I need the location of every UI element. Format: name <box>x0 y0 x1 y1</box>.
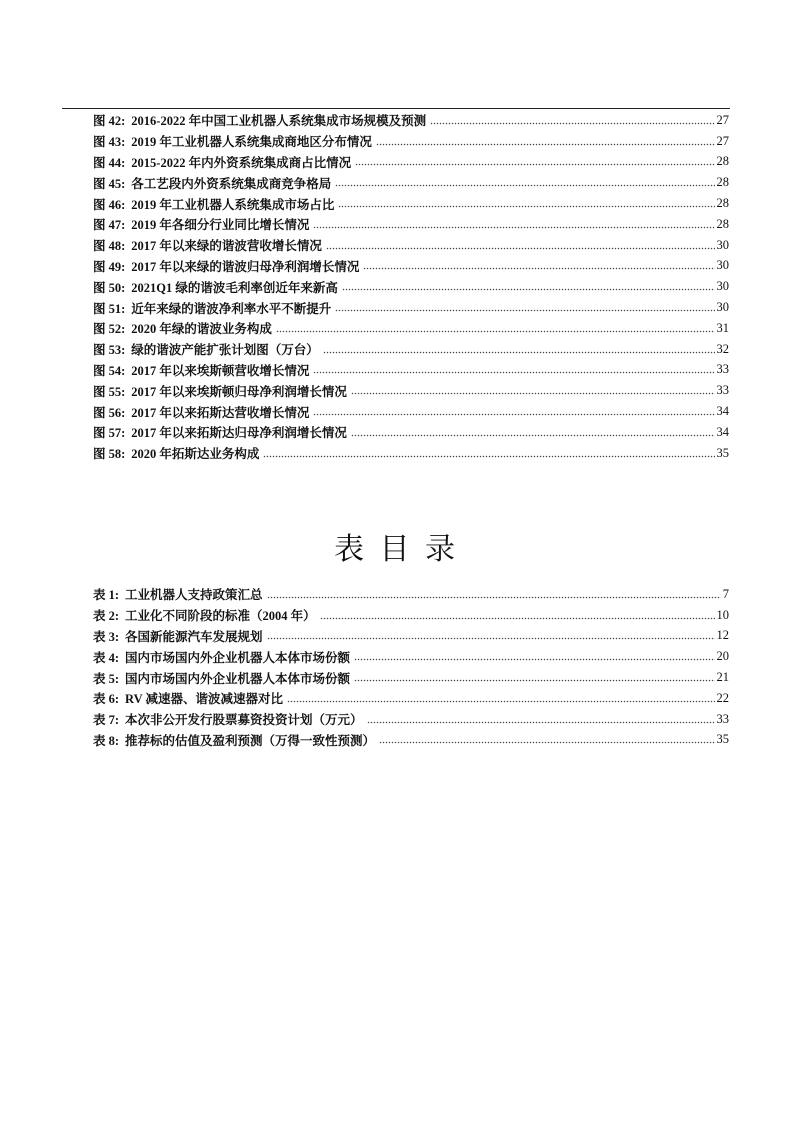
entry-label: 图 54: <box>93 363 126 378</box>
entry-label: 图 42: <box>93 114 126 129</box>
entry-page: 30 <box>716 279 729 294</box>
entry-label: 图 51: <box>93 301 126 316</box>
table-entry[interactable] <box>93 667 729 688</box>
entry-title: 近年来绿的谐波净利率水平不断提升 <box>131 301 332 316</box>
entry-title: 国内市场国内外企业机器人本体市场份额 <box>125 650 351 665</box>
entry-title: 2019 年工业机器人系统集成商地区分布情况 <box>131 135 372 150</box>
entry-label: 图 52: <box>93 322 126 337</box>
entry-title: 本次非公开发行股票募资投资计划（万元） <box>125 713 363 728</box>
entry-page: 28 <box>716 216 729 231</box>
dot-leader <box>313 413 714 416</box>
figure-entry[interactable] <box>93 276 729 297</box>
figure-entry[interactable] <box>93 256 729 277</box>
entry-label: 图 53: <box>93 343 126 358</box>
entry-page: 21 <box>716 670 729 685</box>
entry-label: 表 6: <box>93 692 120 707</box>
dot-leader <box>367 721 715 724</box>
figure-entry[interactable] <box>93 422 729 443</box>
dot-leader <box>267 637 715 640</box>
entry-title: 2020 年拓斯达业务构成 <box>131 447 260 462</box>
entry-title: 2017 年以来绿的谐波营收增长情况 <box>131 239 322 254</box>
dot-leader <box>323 351 715 354</box>
entry-label: 图 47: <box>93 218 126 233</box>
entry-label: 图 48: <box>93 239 126 254</box>
entry-label: 表 1: <box>93 588 120 603</box>
dot-leader <box>313 226 714 229</box>
figure-list <box>93 110 729 464</box>
entry-label: 表 4: <box>93 650 120 665</box>
figure-entry[interactable] <box>93 214 729 235</box>
header-rule <box>62 108 730 109</box>
entry-title: 绿的谐波产能扩张计划图（万台） <box>131 343 319 358</box>
entry-label: 表 5: <box>93 671 120 686</box>
dot-leader <box>313 371 714 374</box>
dot-leader <box>351 434 715 437</box>
dot-leader <box>338 205 714 208</box>
entry-page: 30 <box>716 300 729 315</box>
figure-entry[interactable] <box>93 152 729 173</box>
entry-label: 表 2: <box>93 609 120 624</box>
entry-title: 2017 年以来拓斯达营收增长情况 <box>131 405 310 420</box>
figure-entry[interactable] <box>93 339 729 360</box>
entry-page: 34 <box>716 424 729 439</box>
entry-label: 图 46: <box>93 197 126 212</box>
dot-leader <box>355 163 714 166</box>
entry-title: 推荐标的估值及盈利预测（万得一致性预测） <box>125 733 376 748</box>
entry-page: 12 <box>716 628 729 643</box>
dot-leader <box>320 617 715 620</box>
entry-title: 2016-2022 年中国工业机器人系统集成市场规模及预测 <box>131 114 427 129</box>
entry-page: 28 <box>716 196 729 211</box>
dot-leader <box>276 330 715 333</box>
dot-leader <box>430 122 714 125</box>
table-entry[interactable] <box>93 626 729 647</box>
figure-entry[interactable] <box>93 401 729 422</box>
figure-entry[interactable] <box>93 360 729 381</box>
entry-page: 34 <box>716 404 729 419</box>
table-entry[interactable] <box>93 646 729 667</box>
entry-page: 28 <box>716 154 729 169</box>
figure-entry[interactable] <box>93 443 729 464</box>
entry-page: 35 <box>716 445 729 460</box>
dot-leader <box>267 596 721 599</box>
entry-label: 图 49: <box>93 259 126 274</box>
entry-title: 国内市场国内外企业机器人本体市场份额 <box>125 671 351 686</box>
figure-entry[interactable] <box>93 297 729 318</box>
entry-title: 工业机器人支持政策汇总 <box>125 588 263 603</box>
entry-page: 22 <box>716 690 729 705</box>
dot-leader <box>287 700 714 703</box>
dot-leader <box>335 184 714 187</box>
entry-title: 2015-2022 年内外资系统集成商占比情况 <box>131 155 352 170</box>
entry-title: 各工艺段内外资系统集成商竞争格局 <box>131 176 332 191</box>
table-entry[interactable] <box>93 730 729 751</box>
entry-label: 图 56: <box>93 405 126 420</box>
entry-label: 图 45: <box>93 176 126 191</box>
entry-label: 表 7: <box>93 713 120 728</box>
table-list <box>93 584 729 750</box>
entry-title: RV 减速器、谐波减速器对比 <box>125 692 284 707</box>
dot-leader <box>326 247 715 250</box>
figure-entry[interactable] <box>93 318 729 339</box>
entry-label: 图 43: <box>93 135 126 150</box>
entry-page: 30 <box>716 258 729 273</box>
entry-page: 30 <box>716 237 729 252</box>
entry-label: 图 50: <box>93 280 126 295</box>
entry-page: 27 <box>716 133 729 148</box>
figure-entry[interactable] <box>93 380 729 401</box>
entry-label: 图 57: <box>93 426 126 441</box>
entry-page: 7 <box>722 586 729 601</box>
entry-page: 28 <box>716 175 729 190</box>
figure-entry[interactable] <box>93 131 729 152</box>
table-entry[interactable] <box>93 709 729 730</box>
entry-label: 表 3: <box>93 629 120 644</box>
entry-page: 20 <box>716 649 729 664</box>
entry-page: 33 <box>716 362 729 377</box>
entry-title: 工业化不同阶段的标准（2004 年） <box>125 609 316 624</box>
entry-page: 35 <box>716 732 729 747</box>
entry-page: 10 <box>716 607 729 622</box>
entry-page: 33 <box>716 383 729 398</box>
entry-title: 各国新能源汽车发展规划 <box>125 629 263 644</box>
table-entry[interactable] <box>93 688 729 709</box>
entry-title: 2017 年以来埃斯顿归母净利润增长情况 <box>131 384 347 399</box>
dot-leader <box>363 267 714 270</box>
entry-title: 2017 年以来拓斯达归母净利润增长情况 <box>131 426 347 441</box>
dot-leader <box>342 288 715 291</box>
figure-entry[interactable] <box>93 110 729 131</box>
entry-title: 2019 年工业机器人系统集成市场占比 <box>131 197 335 212</box>
entry-page: 27 <box>716 112 729 127</box>
entry-page: 31 <box>716 320 729 335</box>
tables-heading: 表 目 录 <box>334 533 459 566</box>
table-entry[interactable] <box>93 605 729 626</box>
entry-label: 表 8: <box>93 733 120 748</box>
entry-label: 图 55: <box>93 384 126 399</box>
dot-leader <box>351 392 715 395</box>
entry-title: 2021Q1 绿的谐波毛利率创近年来新高 <box>131 280 338 295</box>
dot-leader <box>335 309 714 312</box>
dot-leader <box>376 143 715 146</box>
entry-title: 2017 年以来绿的谐波归母净利润增长情况 <box>131 259 360 274</box>
dot-leader <box>263 455 714 458</box>
entry-label: 图 44: <box>93 155 126 170</box>
figure-entry[interactable] <box>93 235 729 256</box>
entry-label: 图 58: <box>93 447 126 462</box>
entry-page: 33 <box>716 711 729 726</box>
dot-leader <box>354 658 714 661</box>
entry-title: 2020 年绿的谐波业务构成 <box>131 322 272 337</box>
figure-entry[interactable] <box>93 172 729 193</box>
entry-page: 32 <box>716 341 729 356</box>
entry-title: 2017 年以来埃斯顿营收增长情况 <box>131 363 310 378</box>
figure-entry[interactable] <box>93 193 729 214</box>
dot-leader <box>354 679 714 682</box>
entry-title: 2019 年各细分行业同比增长情况 <box>131 218 310 233</box>
table-entry[interactable] <box>93 584 729 605</box>
dot-leader <box>379 741 714 744</box>
